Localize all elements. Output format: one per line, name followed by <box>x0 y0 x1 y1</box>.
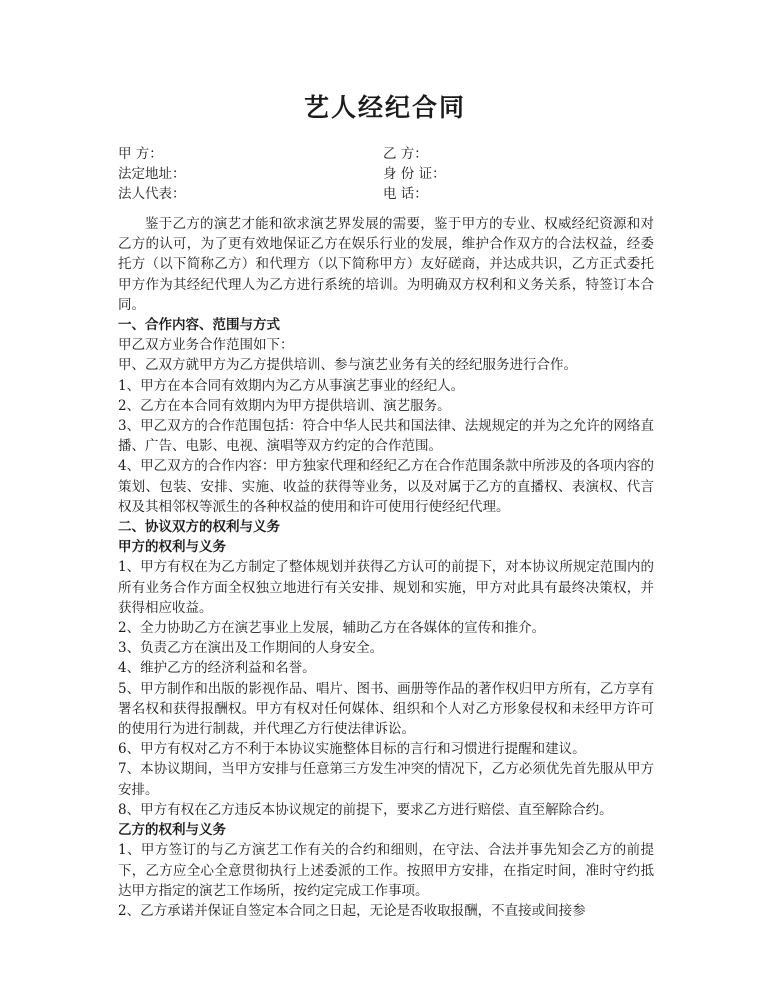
paragraph: 3、甲乙双方的合作范围包括：符合中华人民共和国法律、法规规定的并为之允许的网络直播、广告、电影、电视、演唱等双方约定的合作范围。 <box>118 418 654 455</box>
party-info <box>118 144 658 204</box>
party-a-label: 甲 方： <box>118 146 163 162</box>
section-heading: 二、协议双方的权利与义务 <box>118 519 280 536</box>
paragraph: 1、甲方在本合同有效期内为乙方从事演艺事业的经纪人。 <box>118 377 465 394</box>
paragraph: 4、维护乙方的经济利益和名誉。 <box>118 660 316 677</box>
contract-body <box>118 214 654 921</box>
address-label: 法定地址： <box>118 166 186 182</box>
paragraph: 1、甲方有权在为乙方制定了整体规划并获得乙方认可的前提下，对本协议所规定范围内的所有业务合作方面全权独立地进行有关安排、规划和实施，甲方对此具有最终决策权，并获得相应收益。 <box>118 559 654 616</box>
paragraph: 2、乙方在本合同有效期内为甲方提供培训、演艺服务。 <box>118 397 451 414</box>
document-title: 艺人经纪合同 <box>303 93 466 122</box>
paragraph: 2、全力协助乙方在演艺事业上发展，辅助乙方在各媒体的宣传和推介。 <box>118 620 546 637</box>
paragraph: 1、甲方签订的与乙方演艺工作有关的合约和细则，在守法、合法并事先知会乙方的前提下，乙方应全心全意贯彻执行上述委派的工作。按照甲方安排，在指定时间，准时守约抵达甲方指定的演艺工作场所，按约定完成工作事项。 <box>118 842 654 899</box>
section-heading: 乙方的权利与义务 <box>118 822 226 839</box>
party-b-label: 乙 方： <box>383 146 428 162</box>
paragraph: 8、甲方有权在乙方违反本协议规定的前提下，要求乙方进行赔偿、直至解除合约。 <box>118 801 613 818</box>
paragraph: 7、本协议期间，当甲方安排与任意第三方发生冲突的情况下，乙方必须优先首先服从甲方安排。 <box>118 761 654 798</box>
paragraph: 2、乙方承诺并保证自签定本合同之日起，无论是否收取报酬，不直接或间接参 <box>118 902 586 919</box>
section-heading: 一、合作内容、范围与方式 <box>118 317 280 334</box>
id-card-label: 身 份 证： <box>383 166 446 182</box>
party-row-2 <box>118 164 658 184</box>
paragraph: 甲、乙双方就甲方为乙方提供培训、参与演艺业务有关的经纪服务进行合作。 <box>118 357 577 374</box>
phone-label: 电 话： <box>383 186 428 202</box>
paragraph: 鉴于乙方的演艺才能和欲求演艺界发展的需要，鉴于甲方的专业、权威经纪资源和对乙方的认可，为了更有效地保证乙方在娱乐行业的发展，维护合作双方的合法权益，经委托方（以下简称乙方）和代理方（以下简称甲方）友好磋商，并达成共识，乙方正式委托甲方作为其经纪代理人为乙方进行系统的培训。为明确双方权利和义务关系，特签订本合同。 <box>118 216 654 313</box>
paragraph: 4、甲乙双方的合作内容：甲方独家代理和经纪乙方在合作范围条款中所涉及的各项内容的策划、包装、安排、实施、收益的获得等业务，以及对属于乙方的直播权、表演权、代言权及其相邻权等派生的各种权益的使用和许可使用行使经纪代理。 <box>118 458 654 515</box>
paragraph: 3、负责乙方在演出及工作期间的人身安全。 <box>118 640 384 657</box>
paragraph: 甲乙双方业务合作范围如下： <box>118 337 294 354</box>
section-heading: 甲方的权利与义务 <box>118 539 226 556</box>
party-row-1 <box>118 144 658 164</box>
party-row-3 <box>118 184 658 204</box>
legal-rep-label: 法人代表： <box>118 186 186 202</box>
paragraph: 5、甲方制作和出版的影视作品、唱片、图书、画册等作品的著作权归甲方所有，乙方享有署名权和获得报酬权。甲方有权对任何媒体、组织和个人对乙方形象侵权和未经甲方许可的使用行为进行制裁，并代理乙方行使法律诉讼。 <box>118 680 654 738</box>
paragraph: 6、甲方有权对乙方不利于本协议实施整体目标的言行和习惯进行提醒和建议。 <box>118 741 586 758</box>
